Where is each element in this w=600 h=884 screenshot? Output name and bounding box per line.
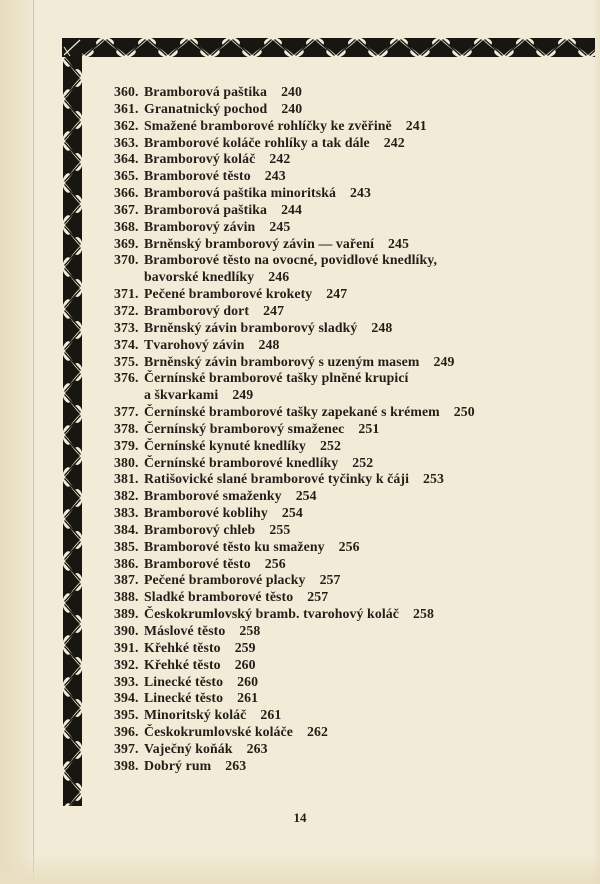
entry-title: Bramborový dort [144,302,250,318]
entry-number: 360. [114,84,139,99]
toc-line [114,741,592,758]
footer-page-number: 14 [293,810,307,825]
entry-title: Vaječný koňák [144,740,233,756]
entry-page: 257 [307,589,329,605]
entry-page: 263 [225,757,247,773]
entry-number: 382. [114,488,139,504]
entry-title: Bramborové těsto [144,168,251,184]
entry-title: Minoritský koláč [144,707,247,723]
entry-title: Pečené bramborové placky [144,572,306,588]
toc-line [114,657,592,674]
entry-title: Černínské bramborové knedlíky [144,454,339,470]
toc-line [114,354,592,371]
entry-number: 379. [114,437,139,453]
entry-title: Českokrumlovské koláče [144,724,293,740]
toc-line [114,118,592,135]
toc-line [114,438,592,455]
entry-page: 260 [237,673,259,689]
toc-line [114,303,592,320]
entry-page: 242 [383,134,405,150]
toc-line [114,185,592,202]
entry-title: Brněnský závin bramborový sladký [144,319,358,335]
toc-line [114,606,592,623]
ornament-corner [62,38,82,57]
entry-title: Černínský bramborový smaženec [144,420,345,436]
entry-title: Linecké těsto [144,673,224,689]
entry-page: 252 [352,454,374,470]
toc-line [114,135,592,152]
entry-page: 258 [239,623,261,638]
toc-line [114,522,592,539]
entry-page: 247 [326,286,348,302]
toc-line [114,640,592,657]
toc-line [114,84,592,101]
entry-number: 375. [114,353,139,369]
entry-title: Bramborový chleb [144,521,256,537]
entry-title: Křehké těsto [144,656,221,672]
entry-title: Brněnský závin bramborový s uzeným masem [144,353,420,369]
entry-page: 256 [338,538,360,554]
entry-number: 370. [114,252,139,268]
entry-page: 249 [433,353,455,369]
entry-page: 247 [263,302,285,318]
entry-number: 374. [114,336,139,352]
entry-title: Černínské kynuté knedlíky [144,437,306,453]
entry-title: Bramborové těsto ku smaženy [144,538,325,554]
entry-page: 245 [388,235,410,251]
entry-title: Bramborová paštika minoritská [144,185,336,201]
entry-title: Bramborový závin [144,218,256,234]
entry-title: Bramborová paštika [144,201,268,217]
entry-number: 376. [114,370,139,386]
ornament-border-top [82,38,595,57]
entry-title: Bramborové koblihy [144,505,268,521]
entry-page: 258 [412,606,434,622]
entry-number: 380. [114,454,139,470]
toc-line [114,236,592,253]
entry-number: 378. [114,420,139,436]
entry-page: 262 [307,724,328,740]
entry-title: Bramborový koláč [144,151,256,167]
entry-page: 241 [405,117,427,133]
entry-number: 394. [114,690,139,706]
entry-title: Dobrý rum [144,757,212,773]
toc-line [114,269,592,286]
entry-number: 381. [114,471,139,487]
entry-title: Křehké těsto [144,639,221,655]
entry-page: 242 [269,151,291,167]
entry-title: Smažené bramborové rohlíčky ke zvěřině [144,117,392,133]
toc-line [114,488,592,505]
entry-title: Máslové těsto [144,623,226,638]
entry-title: Granatnický pochod [144,100,268,116]
entry-title: Černínské bramborové tašky plněné krupicí [144,370,409,386]
entry-number: 384. [114,521,139,537]
toc-line [114,252,592,269]
toc-line [114,471,592,488]
entry-title: Sladké bramborové těsto [144,589,294,605]
toc-line [114,404,592,421]
entry-page: 248 [371,319,393,335]
entry-page: 255 [269,521,291,537]
entry-page: 240 [281,84,303,99]
toc-line [114,320,592,337]
toc-line [114,623,592,640]
entry-number: 367. [114,201,139,217]
entry-title: Pečené bramborové krokety [144,286,313,302]
toc-line [114,151,592,168]
entry-page: 248 [258,336,280,352]
entry-page: 263 [246,740,268,756]
entry-title: Brněnský bramborový závin — vaření [144,235,375,251]
toc-line [114,421,592,438]
entry-number: 368. [114,218,139,234]
toc-line [114,556,592,573]
entry-number: 387. [114,572,139,588]
entry-number: 363. [114,134,139,150]
entry-page: 244 [281,201,303,217]
entry-number: 365. [114,168,139,184]
entry-page: 252 [319,437,341,453]
toc-list [114,84,592,775]
entry-page: 246 [268,269,290,285]
entry-number: 386. [114,555,139,571]
entry-number: 373. [114,319,139,335]
toc-line [114,101,592,118]
entry-title: Tvarohový závin [144,336,245,352]
entry-title: Bramborové smaženky [144,488,282,504]
toc-line [114,724,592,741]
entry-title: Černínské bramborové tašky zapekané s krémem [144,404,440,420]
entry-page: 260 [234,656,256,672]
entry-page: 240 [281,100,303,116]
entry-page: 251 [358,420,380,436]
entry-page: 259 [234,639,256,655]
toc-line [114,168,592,185]
entry-page: 261 [260,707,282,723]
toc-line [114,455,592,472]
entry-title: Českokrumlovský bramb. tvarohový koláč [144,606,399,622]
entry-number: 388. [114,589,139,605]
entry-number: 383. [114,505,139,521]
entry-number: 391. [114,639,139,655]
entry-number: 364. [114,151,139,167]
toc-line [114,589,592,606]
entry-page: 249 [232,387,254,403]
entry-title: a škvarkami [144,387,219,403]
entry-page: 261 [237,690,259,706]
entry-page: 257 [319,572,341,588]
toc-line [114,572,592,589]
entry-page: 250 [453,404,475,420]
toc-line [114,758,592,775]
entry-number: 369. [114,235,139,251]
entry-title: Bramborová paštika [144,84,268,99]
entry-number: 362. [114,117,139,133]
toc-line [114,337,592,354]
toc-line [114,219,592,236]
entry-page: 245 [269,218,291,234]
toc-line [114,387,592,404]
entry-number: 396. [114,724,139,740]
toc-line [114,690,592,707]
entry-page: 254 [281,505,303,521]
entry-title: Bramborové těsto na ovocné, povidlové knedlíky, [144,252,438,268]
entry-title: Linecké těsto [144,690,224,706]
entry-page: 243 [350,185,371,201]
toc-line [114,539,592,556]
entry-number: 361. [114,100,139,116]
entry-page: 253 [423,471,445,487]
toc-line [114,505,592,522]
toc-line [114,370,592,387]
entry-page: 243 [264,168,286,184]
entry-number: 392. [114,656,139,672]
toc-line [114,286,592,303]
entry-title: Bramborové těsto [144,555,251,571]
entry-number: 385. [114,538,139,554]
entry-number: 389. [114,606,139,622]
entry-number: 390. [114,623,139,638]
entry-number: 395. [114,707,139,723]
entry-page: 256 [264,555,286,571]
entry-title: Bramborové koláče rohlíky a tak dále [144,134,370,150]
entry-page: 254 [295,488,317,504]
toc-line [114,674,592,691]
entry-number: 393. [114,673,139,689]
entry-number: 397. [114,740,139,756]
toc-line [114,202,592,219]
entry-title: bavorské knedlíky [144,269,255,285]
ornament-border-left [63,57,82,806]
entry-number: 366. [114,185,139,201]
entry-number: 377. [114,404,139,420]
entry-number: 372. [114,302,139,318]
toc-line [114,707,592,724]
entry-title: Ratišovické slané bramborové tyčinky k čáji [144,471,410,487]
entry-number: 398. [114,757,139,773]
entry-number: 371. [114,286,139,302]
